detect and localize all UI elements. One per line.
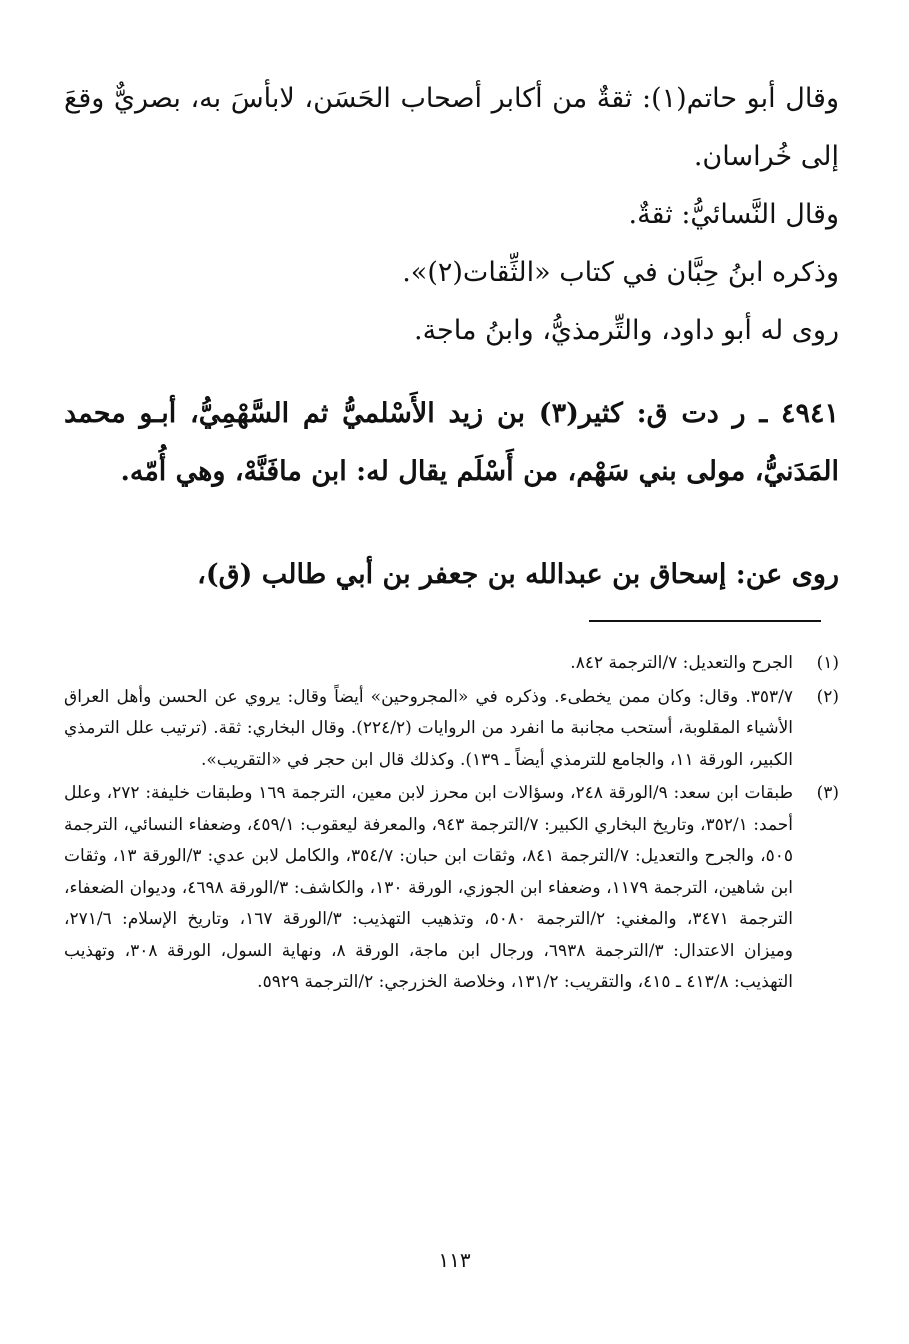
footnote-text: طبقات ابن سعد: ٩/الورقة ٢٤٨، وسؤالات ابن محرز لابن معين، الترجمة ١٦٩ وطبقات خليفة: ٢٧٢، وعلل أحمد: ٣٥٢/١، وتاريخ البخاري الكبير: ٧/الترجمة ٩٤٣، والمعرفة ليعقوب: ٤٥٩/١، وضعفاء النسائي، الترجمة ٥٠٥، والجرح والتعديل: ٧/الترجمة ٨٤١، وثقات ابن حبان: ٣٥٤/٧، والكامل لابن عدي: ٣/الورقة ١٣، وثقات ابن شاهين، الترجمة ١١٧٩، وضعفاء ابن الجوزي، الورقة ١٣٠، والكاشف: ٣/الورقة ٤٦٩٨، وديوان الضعفاء، الترجمة ٣٤٧١، والمغني: ٢/الترجمة ٥٠٨٠، وتذهيب التهذيب: ٣/الورقة ١٦٧، وتاريخ الإسلام: ٢٧١/٦، وميزان الاعتدال: ٣/الترجمة ٦٩٣٨، ورجال ابن ماجة، الورقة ٨، ونهاية السول، الورقة ٣٠٨، وتهذيب التهذيب: ٤١٣/٨ ـ ٤١٥، والتقريب: ١٣١/٢، وخلاصة الخزرجي: ٢/الترجمة ٥٩٢٩. <box>64 783 794 992</box>
rawa-an-text: إسحاق بن عبدالله بن جعفر بن أبي طالب (ق)، <box>197 559 727 590</box>
footnote-number: (٢) <box>816 686 839 707</box>
footnote-text: الجرح والتعديل: ٧/الترجمة ٨٤٢. <box>570 653 793 673</box>
footnote-number: (١) <box>816 653 839 673</box>
rawa-an-line <box>64 546 839 604</box>
footnote-number: (٣) <box>816 783 839 803</box>
entry-4941-heading: ٤٩٤١ ـ ر دت ق: كثير(٣) بن زيد الأَسْلميُّ ثم السَّهْمِيُّ، أبـو محمد المَدَنيُّ، مولى بني سَهْم، من أَسْلَم يقال له: ابن مافَنَّهْ، وهي أُمّه. <box>64 398 839 487</box>
footnote-2 <box>64 682 839 777</box>
entry-4941 <box>64 385 839 501</box>
rawa-an-section <box>64 546 839 604</box>
rawa-an-label: روى عن: <box>735 559 839 590</box>
page-number: ١١٣ <box>438 1248 471 1272</box>
previous-entry-text <box>64 70 839 360</box>
abu-hatim-paragraph: وقال أبو حاتم(١): ثقةٌ من أكابر أصحاب الحَسَن، لابأسَ به، بصريٌّ وقعَ إلى خُراسان. <box>64 83 839 172</box>
nasai-line: وقال النَّسائيُّ: ثقةٌ. <box>628 199 839 230</box>
footnote-1 <box>64 648 839 680</box>
footnote-3 <box>64 778 839 999</box>
footnotes <box>64 648 839 1001</box>
narrators-line: روى له أبو داود، والتِّرمذيُّ، وابنُ ماجة. <box>413 315 839 346</box>
footnote-separator <box>589 620 821 622</box>
footnote-text: ٣٥٣/٧. وقال: وكان ممن يخطىء. وذكره في «المجروحين» أيضاً وقال: يروي عن الحسن وأهل العراق الأشياء المقلوبة، أستحب مجانبة ما انفرد من الروايات (٢٢٤/٢). وقال البخاري: ثقة. (ترتيب علل الترمذي الكبير، الورقة ١١، والجامع للترمذي أيضاً ـ ١٣٩). وكذلك قال ابن حجر في «التقريب». <box>64 686 794 770</box>
ibn-hibban-line: وذكره ابنُ حِبَّان في كتاب «الثِّقات(٢)». <box>402 257 839 288</box>
